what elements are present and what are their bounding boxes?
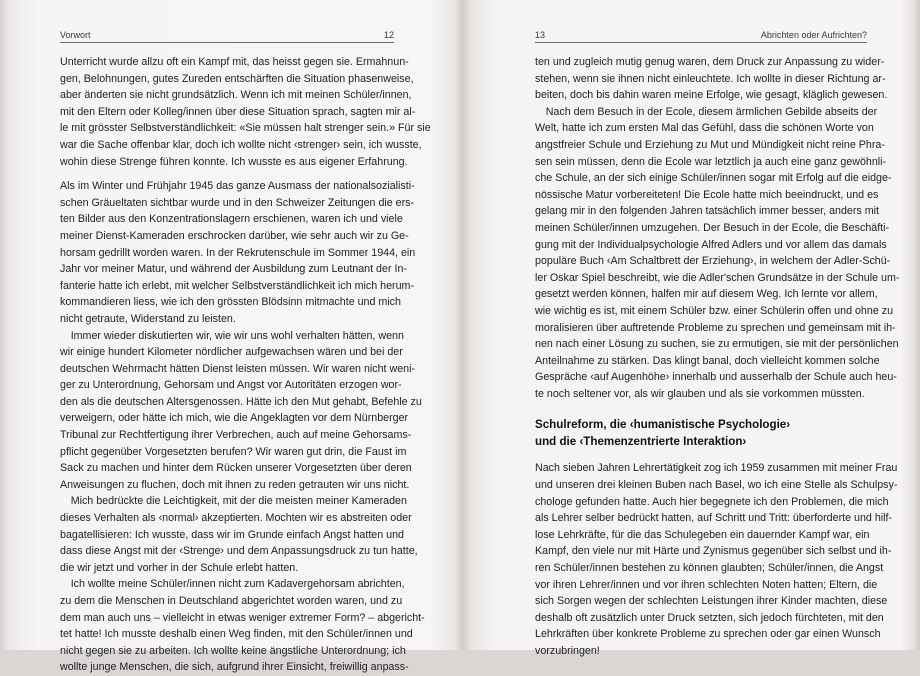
- right-paragraphs-after-heading: [535, 460, 898, 659]
- text-line: ger zu Unterordnung, Gehorsam und Angst vor Autoritäten erzogen wor-: [60, 379, 402, 392]
- text-line: und unseren drei kleinen Buben nach Basel, wo ich eine Stelle als Schulpsy-: [535, 479, 898, 492]
- text-line: Mich bedrückte die Leichtigkeit, mit der die meisten meiner Kameraden: [60, 495, 407, 508]
- text-line: Anweisungen zu fluchen, doch mit ihnen zu reden getrauten wir uns nicht.: [60, 478, 410, 491]
- text-line: fanterie hatte ich erlebt, mit welcher Selbstverständlichkeit ich mich herum-: [60, 279, 415, 292]
- text-line: Lehrkräften über konkrete Probleme zu sprechen oder gar einen Wunsch: [535, 628, 881, 641]
- right-page: [460, 0, 920, 657]
- text-line: ten Bilder aus den Konzentrationslagern erschienen, waren ich und viele: [60, 213, 403, 226]
- text-line: als Lehrer selber bedrückt hatten, auf Schritt und Tritt: überforderte und hilf-: [535, 512, 893, 525]
- text-line: verweigern, oder hätte ich mich, wie die Angeklagten vor dem Nürnberger: [60, 412, 409, 425]
- text-line: Als im Winter und Frühjahr 1945 das ganze Ausmass der nationalsozialisti-: [60, 180, 415, 193]
- text-line: vorzubringen!: [535, 645, 600, 657]
- left-page: [0, 0, 460, 674]
- text-line: gen, Belohnungen, gutes Zureden entschärften die Situation phasenweise,: [60, 72, 414, 85]
- text-line: die wir jetzt und vorher in der Schule erlebt hatten.: [60, 561, 299, 574]
- text-line: Jahr vor meiner Matur, und während der Ausbildung zum Leutnant der In-: [60, 263, 407, 276]
- right-running-head: [535, 26, 867, 40]
- text-line: horsam gedrillt worden waren. In der Rekrutenschule im Sommer 1944, ein: [60, 246, 416, 259]
- text-line: lose Lehrkräfte, für die das Schulegeben ein dauernder Kampf war, ein: [535, 528, 870, 541]
- text-line: beiten, doch bis dahin waren meine Erfolge, wie gesagt, kläglich gewesen.: [535, 89, 888, 102]
- text-line: nicht gegen sie zu arbeiten. Ich wollte keine ängstliche Unterordnung; ich: [60, 644, 406, 657]
- text-line: Tribunal zur Rechtfertigung ihrer Verbrechen, auch auf meine Gehorsams-: [60, 429, 412, 442]
- text-line: dass diese Angst mit der ‹Strenge› und dem Anpassungsdruck zu tun hatte,: [60, 545, 418, 558]
- text-line: nicht getraute, Widerstand zu leisten.: [60, 312, 236, 325]
- text-line: te noch seltener vor, als wir glauben und als sie vorkommen müssten.: [535, 387, 865, 400]
- text-line: nössische Matur vorbereiteten! Die Ecole hatte mich beeindruckt, und es: [535, 188, 879, 201]
- text-line: wir einige hundert Kilometer nördlicher aufgewachsen wären und bei der: [60, 346, 403, 359]
- right-paragraphs-before-heading: [535, 54, 900, 402]
- right-running-head-title: Abrichten oder Aufrichten?: [760, 30, 867, 40]
- right-page-number: 13: [535, 30, 546, 40]
- text-line: Anteilnahme zu stärken. Das klingt banal, doch vielleicht kommen solche: [535, 354, 880, 367]
- text-line: Kampf, den viele nur mit Härte und Zynismus gegenüber sich selbst und ih-: [535, 545, 892, 558]
- text-line: tet hatte! Ich musste deshalb einen Weg finden, mit den Schüler/innen und: [60, 628, 413, 641]
- text-line: deutschen Wehrmacht hätten Dienst leisten müssen. Wir waren nicht weni-: [60, 362, 416, 375]
- text-line: pflicht gegenüber Vorgesetzten berufen? Wir waren gut drin, die Faust im: [60, 445, 407, 458]
- text-line: le mit grösster Selbstverständlichkeit: «Sie müssen halt strenger sein.» Für sie: [60, 122, 431, 135]
- text-line: stehen, wenn sie ihnen nicht einleuchtete. Ich wollte in dieser Richtung ar-: [535, 72, 886, 85]
- text-line: moralisieren über auftretende Probleme zu sprechen und gemeinsam mit ih-: [535, 321, 896, 334]
- text-line: aber änderten sie nicht grundsätzlich. Wenn ich mit meinen Schüler/innen,: [60, 89, 412, 102]
- text-line: Unterricht wurde allzu oft ein Kampf mit, das heisst gegen sie. Ermahnun-: [60, 56, 409, 68]
- text-line: wollte junge Menschen, die sich, aufgrund ihrer Einsicht, freiwillig anpass-: [60, 661, 409, 674]
- section-heading-line-2: und die ‹Themenzentrierte Interaktion›: [535, 435, 747, 449]
- left-header-rule: [60, 42, 394, 43]
- text-line: bagatellisieren: Ich wusste, dass wir im Grunde einfach Angst hatten und: [60, 528, 404, 541]
- left-running-head-title: Vorwort: [60, 30, 91, 40]
- text-line: che Schule, an der sich einige Schüler/innen sogar mit Erfolg auf die eidge-: [535, 172, 892, 185]
- text-line: gesetzt werden können, halfen mir auf diesem Weg. Ich lernte vor allem,: [535, 288, 878, 301]
- text-line: mit den Eltern oder Kolleg/innen über diese Situation sprach, sagten mir al-: [60, 105, 416, 118]
- text-line: schen Gräueltaten sichtbar wurde und in den Schweizer Zeitungen die ers-: [60, 196, 415, 209]
- text-line: chologe gefunden hatte. Auch hier begegnete ich den Problemen, die mich: [535, 495, 889, 508]
- text-line: dieses Verhalten als ‹normal› akzeptierten. Mochten wir es abstreiten oder: [60, 512, 412, 525]
- text-line: ler Oskar Spiel beschreibt, wie die Adler'schen Grundsätze in der Schule um-: [535, 271, 900, 284]
- text-line: ten und zugleich mutig genug waren, dem Druck zur Anpassung zu wider-: [535, 56, 885, 68]
- text-line: populäre Buch ‹Am Schaltbrett der Erziehung›, in welchem der Adler-Schü-: [535, 255, 891, 268]
- paragraph-gap: [60, 170, 394, 178]
- left-running-head: [60, 26, 394, 40]
- right-body-text: [535, 54, 900, 660]
- text-line: dem man auch uns – vielleicht in etwas weniger extremer Form? – abgericht-: [60, 611, 425, 624]
- text-line: zu dem die Menschen in Deutschland abgerichtet worden waren, und zu: [60, 595, 403, 607]
- text-line: ren Schüler/innen bestehen zu können glaubten; Schüler/innen, die Angst: [535, 562, 884, 575]
- text-line: Ich wollte meine Schüler/innen nicht zum Kadavergehorsam abrichten,: [60, 578, 405, 591]
- text-line: kommandieren liess, wie ich den grössten Blödsinn mitmachte und mich: [60, 296, 401, 309]
- text-line: nen nach einer Lösung zu suchen, sie zu ermutigen, sie mit der persönlichen: [535, 338, 899, 351]
- text-line: Nach sieben Jahren Lehrertätigkeit zog ich 1959 zusammen mit meiner Frau: [535, 462, 898, 475]
- left-body-text: [60, 54, 431, 676]
- text-line: Sack zu machen und hinter dem Rücken unserer Vorgesetzten über deren: [60, 462, 412, 475]
- text-line: Welt, hatte ich zum ersten Mal das Gefühl, dass die schönen Worte von: [535, 122, 874, 135]
- text-line: Gespräche ‹auf Augenhöhe› innerhalb und ausserhalb der Schule auch heu-: [535, 371, 897, 384]
- text-line: gelang mir in den folgenden Jahren tatsächlich immer besser, anders mit: [535, 205, 879, 218]
- text-line: wie wichtig es ist, mit einem Schüler bzw. einer Schülerin offen und ohne zu: [535, 304, 894, 317]
- text-line: deshalb oft zusätzlich unter Druck setzten, sich jedoch fürchteten, mit den: [535, 611, 884, 624]
- text-line: den als die deutschen Altersgenossen. Hätte ich den Mut gehabt, Befehle zu: [60, 395, 422, 408]
- text-line: sen sein müssen, denn die Ecole war letztlich ja auch eine ganz gewöhnli-: [535, 155, 887, 168]
- text-line: gung mit der Individualpsychologie Alfred Adlers und vor allem das damals: [535, 238, 887, 251]
- text-line: Nach dem Besuch in der Ecole, diesem ärmlichen Gebilde abseits der: [535, 105, 878, 118]
- left-page-number: 12: [383, 30, 394, 40]
- right-header-rule: [535, 42, 867, 43]
- text-line: vor ihren Lehrer/innen und vor ihren schlechten Noten hatten; Eltern, die: [535, 578, 878, 591]
- section-heading-line-1: Schulreform, die ‹humanistische Psychologie›: [535, 418, 791, 432]
- text-line: wohin diese Strenge führen konnte. Ich wusste es aus eigener Erfahrung.: [60, 155, 408, 168]
- text-line: meiner Dienst-Kameraden erschrocken darüber, wie sehr auch wir zu Ge-: [60, 229, 409, 242]
- text-line: meinen Schüler/innen umzugehen. Der Besuch in der Ecole, die Beschäfti-: [535, 221, 890, 234]
- text-line: sich Sorgen wegen der schlechten Leistungen ihrer Kinder machten, diese: [535, 595, 888, 608]
- text-line: Immer wieder diskutierten wir, wie wir uns wohl verhalten hätten, wenn: [60, 329, 404, 342]
- text-line: war die Sache offenbar klar, doch ich wollte nicht ‹strenger› sein, ich wusste,: [60, 138, 422, 151]
- text-line: angstfreier Schule und Erziehung zu Mut und Mündigkeit nicht reine Phra-: [535, 138, 885, 151]
